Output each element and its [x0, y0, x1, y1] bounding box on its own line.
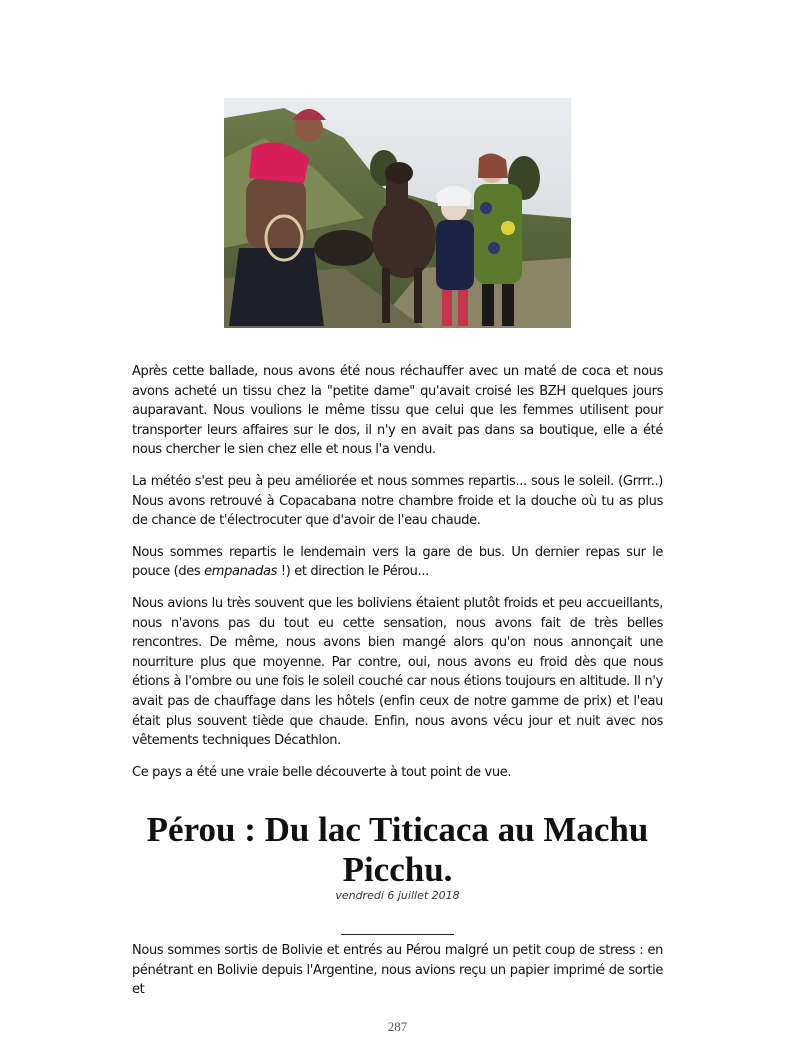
- paragraph-gare-bus: [132, 543, 663, 582]
- chapter-intro: [132, 941, 663, 1012]
- llama-photo: [224, 98, 571, 328]
- page-number: 287: [387, 1019, 408, 1034]
- paragraph-gare-bus-end: !) et direction le Pérou...: [277, 564, 429, 580]
- paragraph-meteo: La météo s'est peu à peu améliorée et nous sommes repartis... sous le soleil. (Grrrr..) Nous avons retrouvé à Copacabana notre chambre froide et la douche où tu as plus de chance de t'électrocuter que d'avoir de l'eau chaude.: [132, 473, 663, 529]
- chapter-title: Pérou : Du lac Titicaca au Machu Picchu.: [146, 810, 649, 889]
- paragraph-conclusion: Ce pays a été une vraie belle découverte à tout point de vue.: [132, 764, 512, 780]
- paragraph-boliviens: Nous avions lu très souvent que les boliviens étaient plutôt froids et peu accueillants, nous n'avons pas du tout eu cette sensation, nous avons fait de très belles rencontres. De même, nous avons bien mangé alors qu'on nous annonçait une nourriture plus que moyenne. Par contre, oui, nous avons eu froid dès que nous étions à l'ombre ou une fois le soleil couché car nous étions toujours en altitude. Il n'y avait pas de chauffage dans les hôtels (enfin ceux de notre gamme de prix) et l'eau était plus souvent tiède que chaude. Enfin, nous avons vécu jour et nuit avec nos vêtements techniques Décathlon.: [132, 595, 663, 749]
- title-divider: [341, 934, 454, 935]
- paragraph-gare-bus-start: Nous sommes repartis le lendemain vers la gare de bus. Un dernier repas sur le pouce (des: [132, 544, 663, 580]
- paragraph-intro: Nous sommes sortis de Bolivie et entrés au Pérou malgré un petit coup de stress : en pénétrant en Bolivie depuis l'Argentine, nous avions reçu un papier imprimé de sortie et: [132, 943, 663, 998]
- paragraph-ballade: Après cette ballade, nous avons été nous réchauffer avec un maté de coca et nous avons acheté un tissu chez la "petite dame" qu'avait croisé les BZH quelques jours auparavant. Nous voulions le même tissu que celui que les femmes utilisent pour transporter leurs affaires sur le dos, il n'y en avait pas dans sa boutique, elle a été nous chercher le sien chez elle et nous l'a vendu.: [132, 364, 663, 458]
- chapter-date: vendredi 6 juillet 2018: [335, 889, 460, 902]
- empanadas-emphasis: empanadas: [204, 564, 278, 580]
- article-body: [132, 362, 663, 794]
